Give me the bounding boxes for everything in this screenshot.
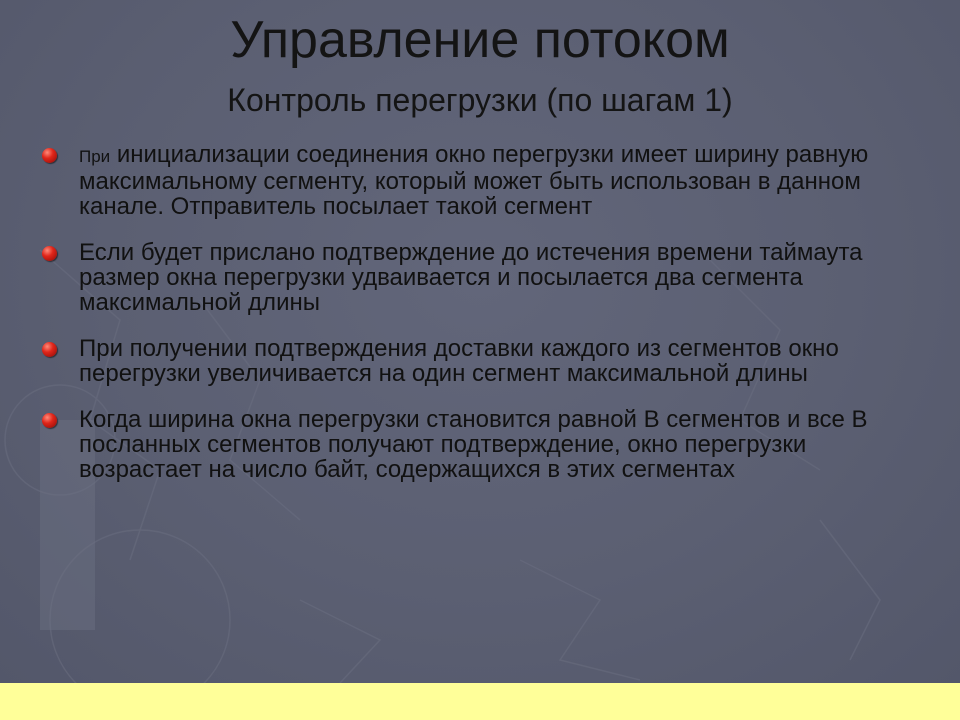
bullet-text: При получении подтверждения доставки каждого из сегментов окно перегрузки увеличивается на один сегмент максимальной длины — [79, 335, 839, 387]
bullet-item — [42, 407, 922, 482]
bullet-item — [42, 142, 922, 219]
bullet-text: Когда ширина окна перегрузки становится равной В сегментов и все В посланных сегментов получают подтверждение, окно перегрузки возрастает на число байт, содержащихся в этих сегментах — [79, 406, 868, 483]
bullet-icon — [42, 148, 57, 163]
bullet-item — [42, 240, 922, 315]
slide-title: Управление потоком — [230, 11, 730, 69]
bullet-body: инициализации соединения окно перегрузки имеет ширину равную максимальному сегменту, который может быть использован в данном канале. Отправитель посылает такой сегмент — [79, 141, 869, 220]
slide-subtitle: Контроль перегрузки (по шагам 1) — [227, 82, 733, 118]
bullet-icon — [42, 342, 57, 357]
bullet-icon — [42, 413, 57, 428]
bullet-list — [42, 142, 922, 503]
bullet-item — [42, 336, 922, 386]
footer-bar — [0, 683, 960, 720]
bullet-text: Если будет прислано подтверждение до истечения времени таймаута размер окна перегрузки удваивается и посылается два сегмента максимальной длины — [79, 239, 863, 316]
bullet-text — [79, 141, 868, 220]
bullet-lead: При — [79, 147, 111, 166]
bullet-icon — [42, 246, 57, 261]
